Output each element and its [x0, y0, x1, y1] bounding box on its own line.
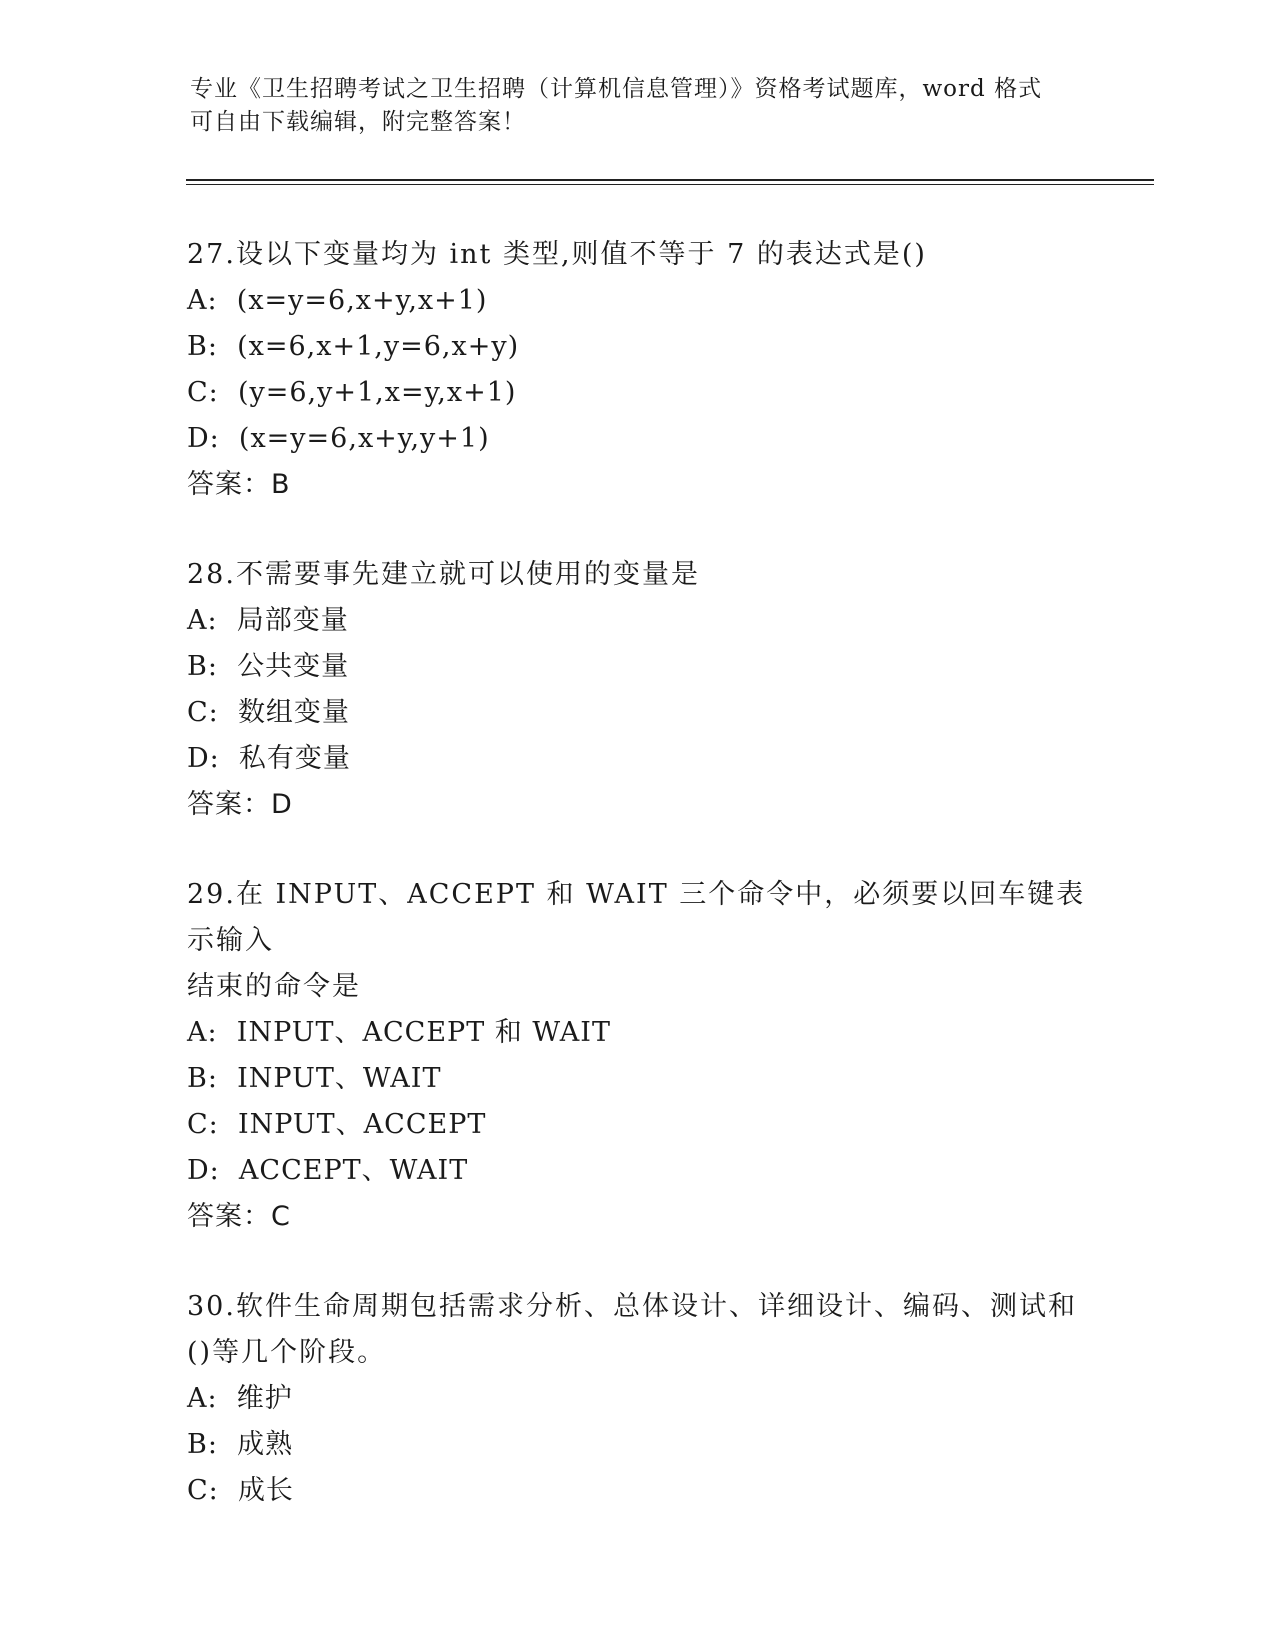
option-text: INPUT、ACCEPT [237, 1109, 487, 1140]
option-row [187, 1422, 1087, 1468]
question-block [187, 1284, 1087, 1514]
option-text: 成熟 [237, 1429, 294, 1460]
document-header [190, 73, 1090, 139]
question-list [187, 232, 1087, 1558]
option-text: ACCEPT、WAIT [238, 1155, 469, 1186]
option-text: INPUT、WAIT [237, 1063, 442, 1094]
option-row [187, 1056, 1087, 1102]
option-text: (x=y=6,x+y,x+1) [236, 285, 488, 316]
option-text: 局部变量 [236, 605, 349, 636]
answer-line: 答案：D [187, 789, 293, 820]
option-text: 维护 [236, 1383, 293, 1414]
question-stem-line: 结束的命令是 [187, 971, 361, 1002]
option-key: C: [187, 697, 219, 728]
option-key: B: [187, 1429, 218, 1460]
option-text: (x=y=6,x+y,y+1) [238, 423, 490, 454]
option-key: C: [187, 1109, 219, 1140]
header-line-2: 可自由下载编辑，附完整答案！ [190, 109, 526, 135]
option-text: INPUT、ACCEPT 和 WAIT [236, 1017, 611, 1048]
question-block [187, 552, 1087, 828]
answer-line: 答案：C [187, 1201, 291, 1232]
option-row [187, 644, 1087, 690]
option-key: C: [187, 1475, 219, 1506]
option-text: 数组变量 [237, 697, 350, 728]
option-text: 公共变量 [237, 651, 350, 682]
option-row [187, 416, 1087, 462]
option-text: (x=6,x+1,y=6,x+y) [237, 331, 520, 362]
option-text: 成长 [237, 1475, 294, 1506]
option-key: A: [187, 605, 218, 636]
option-key: A: [187, 285, 218, 316]
option-row [187, 598, 1087, 644]
option-row [187, 1102, 1087, 1148]
option-key: B: [187, 1063, 218, 1094]
option-key: C: [187, 377, 219, 408]
option-row [187, 324, 1087, 370]
option-key: A: [187, 1017, 218, 1048]
question-block [187, 872, 1087, 1240]
header-line-1: 专业《卫生招聘考试之卫生招聘（计算机信息管理）》资格考试题库，word 格式 [190, 76, 1043, 102]
option-row [187, 278, 1087, 324]
option-key: B: [187, 651, 218, 682]
option-row [187, 1010, 1087, 1056]
option-text: 私有变量 [238, 743, 351, 774]
question-stem-line: 30.软件生命周期包括需求分析、总体设计、详细设计、编码、测试和 [187, 1291, 1077, 1322]
question-stem-line: 29.在 INPUT、ACCEPT 和 WAIT 三个命令中，必须要以回车键表示输入 [187, 879, 1086, 956]
option-key: D: [187, 743, 220, 774]
header-divider-thick [186, 179, 1154, 181]
question-block [187, 232, 1087, 508]
option-key: D: [187, 423, 220, 454]
option-row [187, 1376, 1087, 1422]
option-row [187, 1468, 1087, 1514]
option-text: (y=6,y+1,x=y,x+1) [237, 377, 517, 408]
header-divider-thin [186, 184, 1154, 185]
option-row [187, 736, 1087, 782]
option-key: B: [187, 331, 218, 362]
answer-line: 答案：B [187, 469, 291, 500]
option-key: D: [187, 1155, 220, 1186]
option-row [187, 1148, 1087, 1194]
question-stem-line: 28.不需要事先建立就可以使用的变量是 [187, 559, 700, 590]
option-key: A: [187, 1383, 218, 1414]
option-row [187, 370, 1087, 416]
question-stem-line: ()等几个阶段。 [187, 1337, 387, 1368]
question-stem-line: 27.设以下变量均为 int 类型,则值不等于 7 的表达式是() [187, 239, 927, 270]
option-row [187, 690, 1087, 736]
